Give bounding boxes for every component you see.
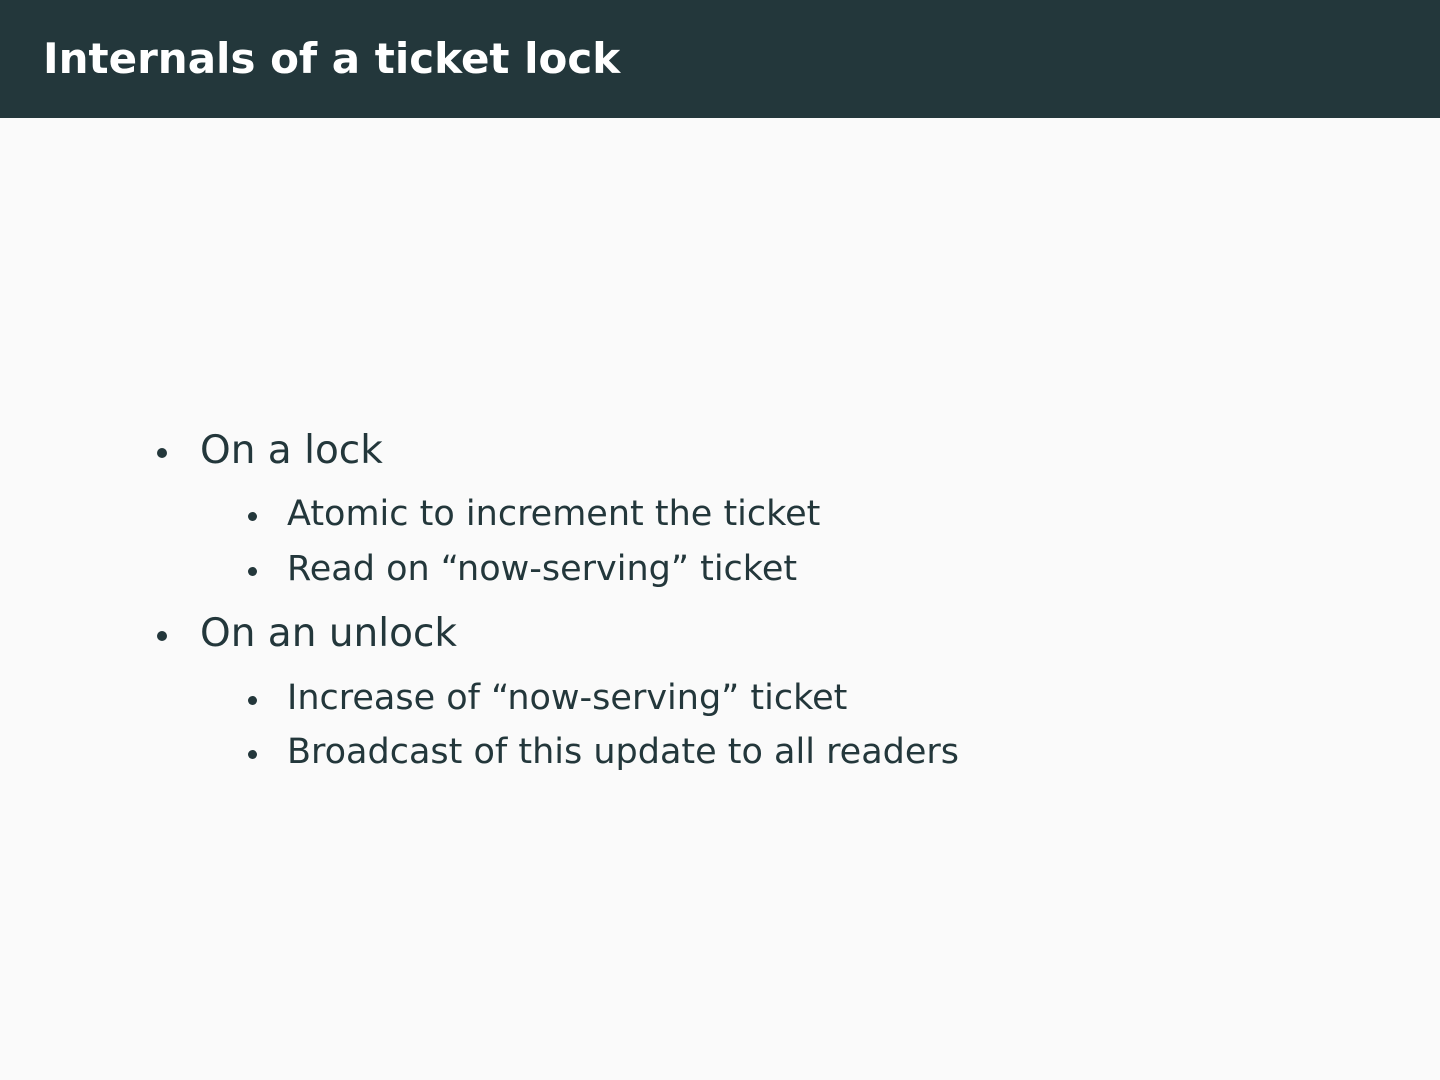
sub-bullet-broadcast-update xyxy=(287,731,959,773)
sub-bullet-label: Read on “now-serving” ticket xyxy=(287,549,798,589)
bullet-label: On an unlock xyxy=(200,611,457,656)
sub-bullet-label: Broadcast of this update to all readers xyxy=(287,732,960,772)
sub-bullet-label: Increase of “now-serving” ticket xyxy=(287,678,848,718)
bullet-label: On a lock xyxy=(200,428,383,473)
slide-title: Internals of a ticket lock xyxy=(43,34,621,83)
sub-bullet-label: Atomic to increment the ticket xyxy=(287,494,821,534)
bullet-dot-icon xyxy=(157,448,167,458)
bullet-dot-icon xyxy=(248,696,257,705)
bullet-dot-icon xyxy=(248,750,257,759)
bullet-dot-icon xyxy=(157,631,167,641)
sub-bullet-atomic-increment xyxy=(287,493,820,535)
sub-bullet-read-now-serving xyxy=(287,548,797,590)
sub-bullet-increase-now-serving xyxy=(287,677,847,719)
bullet-dot-icon xyxy=(248,512,257,521)
bullet-on-an-unlock xyxy=(200,611,457,657)
bullet-on-a-lock xyxy=(200,428,383,474)
bullet-dot-icon xyxy=(248,567,257,576)
